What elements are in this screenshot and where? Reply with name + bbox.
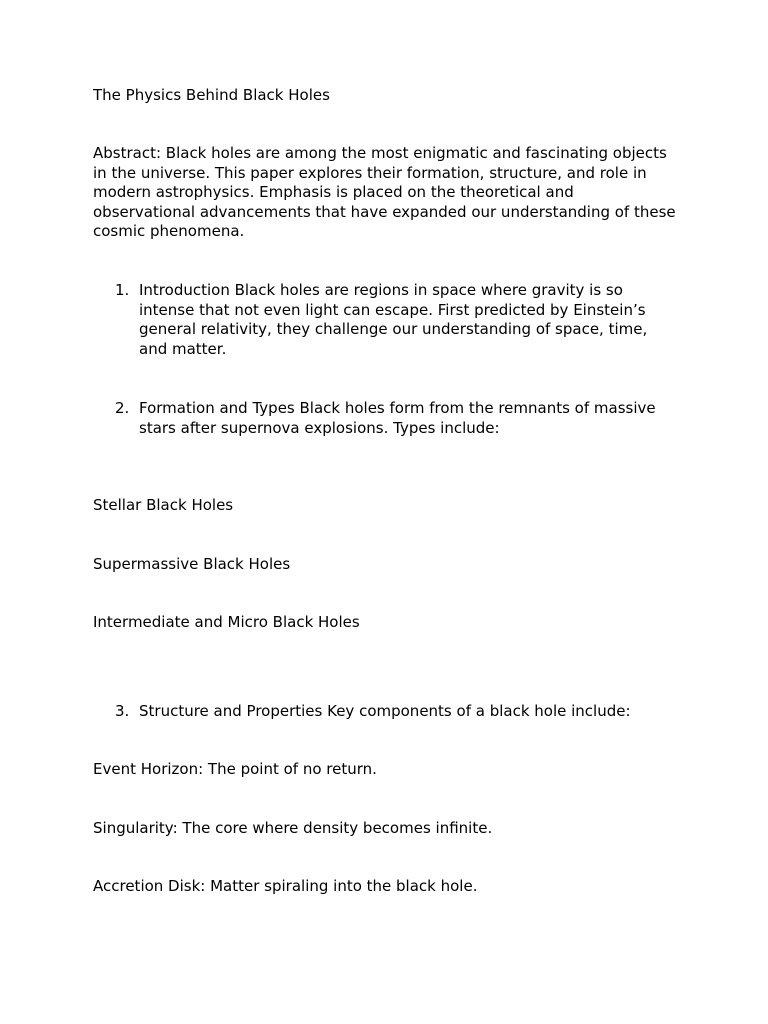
list-number: 2. (115, 399, 130, 417)
component-singularity: Singularity: The core where density becomes infinite. (93, 819, 493, 837)
document-title: The Physics Behind Black Holes (93, 86, 330, 104)
component-accretion-disk: Accretion Disk: Matter spiraling into the black hole. (93, 877, 478, 895)
component-event-horizon: Event Horizon: The point of no return. (93, 760, 377, 778)
section-formation-types (115, 399, 675, 438)
section-introduction (115, 281, 675, 359)
section-text: Introduction Black holes are regions in space where gravity is so intense that not even light can escape. First predicted by Einstein’s general relativity, they challenge our understanding of space, time, and matter. (139, 281, 648, 358)
type-supermassive: Supermassive Black Holes (93, 555, 291, 573)
abstract-paragraph: Abstract: Black holes are among the most enigmatic and fascinating objects in the universe. This paper explores their formation, structure, and role in modern astrophysics. Emphasis is placed on the theoretical and observational advancements that have expanded our understanding of these cosmic phenomena. (93, 144, 676, 241)
type-stellar: Stellar Black Holes (93, 496, 234, 514)
list-number: 1. (115, 281, 130, 299)
type-intermediate-micro: Intermediate and Micro Black Holes (93, 613, 360, 631)
section-text: Formation and Types Black holes form from the remnants of massive stars after supernova explosions. Types include: (139, 399, 656, 437)
section-structure-properties (115, 702, 675, 722)
section-text: Structure and Properties Key components of a black hole include: (139, 702, 631, 720)
list-number: 3. (115, 702, 130, 720)
